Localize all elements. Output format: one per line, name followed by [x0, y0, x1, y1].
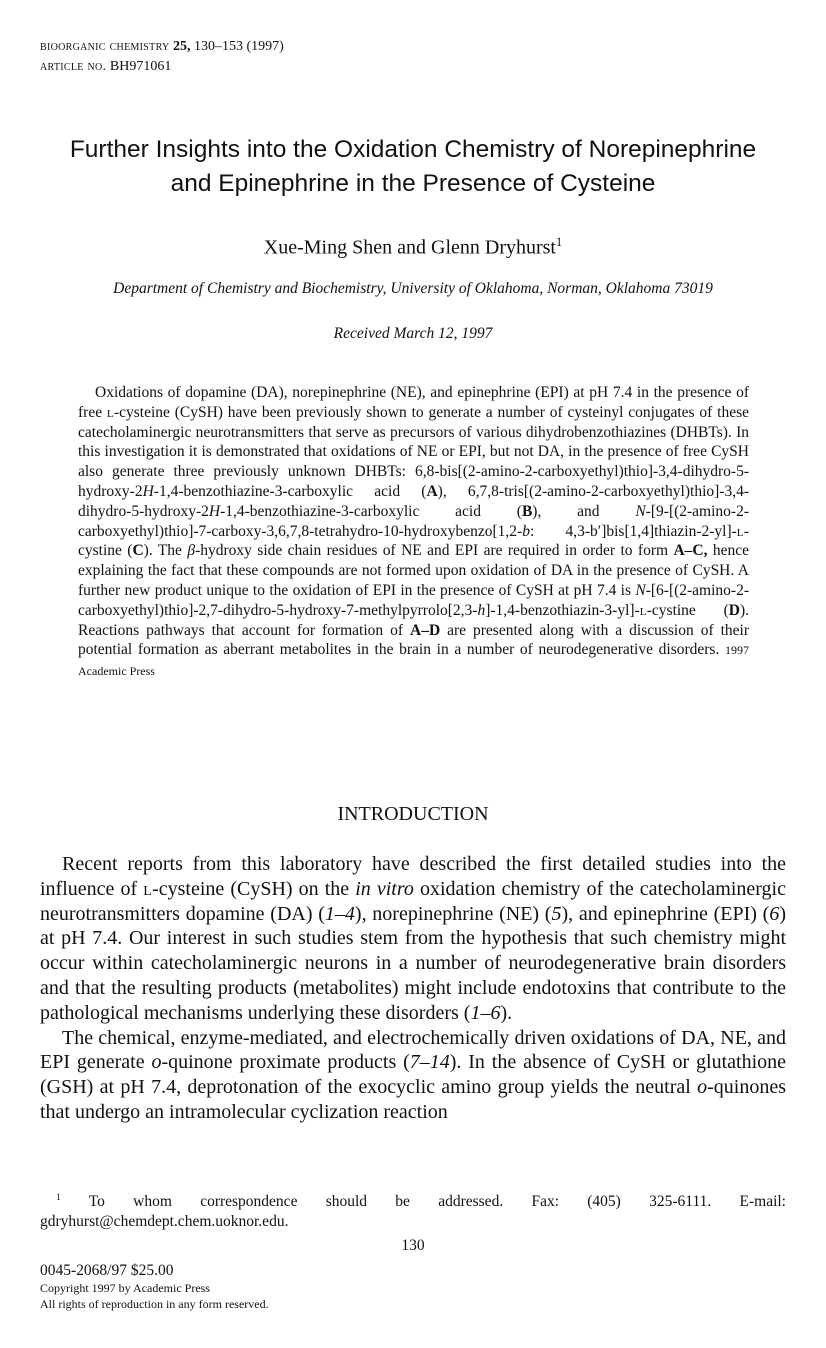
footnote: [40, 1188, 786, 1232]
page-number: 130: [401, 1237, 425, 1254]
introduction-body: [40, 852, 786, 1125]
received-date: Received March 12, 1997: [333, 325, 493, 342]
article-id: BH971061: [109, 59, 172, 74]
authors: [0, 235, 826, 260]
article-label: article no.: [40, 59, 107, 74]
affiliation: Department of Chemistry and Biochemistry, University of Oklahoma, Norman, Oklahoma 73019: [113, 280, 713, 297]
publisher-note: 1997 Academic Press: [78, 643, 750, 679]
intro-paragraph-1: Recent reports from this laboratory have described the first detailed studies into the influence of l-cysteine (CySH) on the in vitro oxidation chemistry of the catecholaminergic neurotransmitters dopamine (DA) (1–4), norepinephrine (NE) (5), and epinephrine (EPI) (6) at pH 7.4. Our interest in such studies stem from the hypothesis that such chemistry might occur within catecholaminergic neurons in a number of neurodegenerative brain disorders and that the resulting products (metabolites) might include endotoxins that contribute to the pathological mechanisms underlying these disorders (1–6).: [40, 853, 787, 1024]
footnote-mark: 1: [56, 1192, 61, 1203]
intro-paragraph-2: The chemical, enzyme-mediated, and electrochemically driven oxidations of DA, NE, and EPI generate o-quinone proximate products (7–14). In the absence of CySH or glutathione (GSH) at pH 7.4, deprotonation of the exocyclic amino group yields the neutral o-quinones that undergo an intramolecular cyclization reaction: [40, 1026, 786, 1123]
journal-pages-year: 130–153 (1997): [194, 39, 284, 54]
rights-line: All rights of reproduction in any form reserved.: [40, 1297, 269, 1311]
section-heading-introduction: INTRODUCTION: [337, 803, 489, 825]
title-line-2: and Epinephrine in the Presence of Cysteine: [170, 170, 656, 197]
abstract-paragraph: Oxidations of dopamine (DA), norepinephrine (NE), and epinephrine (EPI) at pH 7.4 in the presence of free l-cysteine (CySH) have been previously shown to generate a number of cysteinyl conjugates of these catecholaminergic neurotransmitters that serve as precursors of various dihydrobenzothiazines (DHBTs). In this investigation it is demonstrated that oxidations of NE or EPI, but not DA, in the presence of free CySH also generate three previously unknown DHBTs: 6,8-bis[(2-amino-2-carboxyethyl)thio]-3,4-dihydro-5-hydroxy-2H-1,4-benzothiazine-3-carboxylic acid (A), 6,7,8-tris[(2-amino-2-carboxyethyl)thio]-3,4-dihydro-5-hydroxy-2H-1,4-benzothiazine-3-carboxylic acid (B), and N-[9-[(2-amino-2-carboxyethyl)thio]-7-carboxy-3,6,7,8-tetrahydro-10-hydroxybenzo[1,2-b: 4,3-b′]bis[1,4]thiazin-2-yl]-l-cystine (C). The β-hydroxy side chain residues of NE and EPI are required in order to form A–C, hence explaining the fact that these compounds are not formed upon oxidation of DA in the presence of CySH. A further new product unique to the oxidation of EPI in the presence of CySH at pH 7.4 is N-[6-[(2-amino-2-carboxyethyl)thio]-2,7-dihydro-5-hydroxy-7-methylpyrrolo[2,3-h]-1,4-benzothiazin-3-yl]-l-cystine (D). Reactions pathways that account for formation of A–D are presented along with a discussion of their potential formation as aberrant metabolites in the brain in a number of neurodegenerative disorders. 1997 Academic Press: [78, 384, 750, 679]
paper-title: [20, 133, 806, 201]
author-names: Xue-Ming Shen and Glenn Dryhurst: [263, 236, 556, 259]
journal-name: bioorganic chemistry: [40, 39, 170, 54]
journal-header: [40, 37, 284, 77]
author-footnote-mark: 1: [555, 235, 563, 249]
abstract: [78, 383, 749, 682]
journal-volume: 25,: [173, 39, 191, 54]
title-line-1: Further Insights into the Oxidation Chemistry of Norepinephrine: [69, 136, 757, 163]
price-code: 0045-2068/97 $25.00: [40, 1262, 174, 1279]
footnote-text: To whom correspondence should be addressed. Fax: (405) 325-6111. E-mail: gdryhurst@chemdept.chem.uoknor.edu.: [40, 1193, 786, 1231]
copyright-block: [40, 1262, 269, 1312]
copyright-line: Copyright 1997 by Academic Press: [40, 1281, 210, 1295]
